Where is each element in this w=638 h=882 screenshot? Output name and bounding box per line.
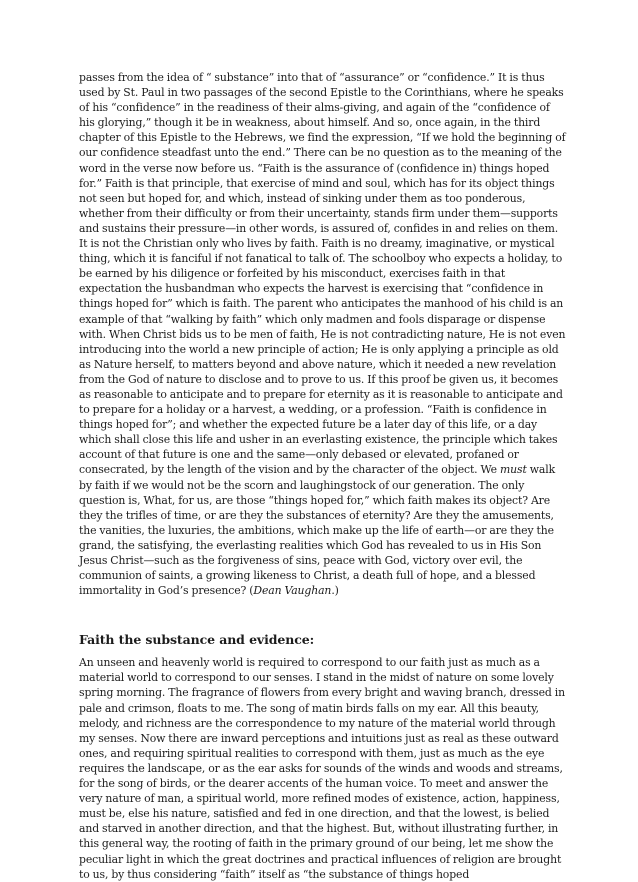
paragraph-substance-evidence: An unseen and heavenly world is required to correspond to our faith just as much as a material world to correspond to our senses. I stand in the midst of nature on some lovely spring morning. The fragrance of flowers from every bright and waving branch, dressed in pale and crimson, floats to me. The song of matin birds falls on my ear. All this beauty, melody, and richness are the correspondence to my nature of the material world through my senses. Now there are inward perceptions and intuitions just as real as these outward ones, and requiring spiritual realities to correspond with them, just as much as the eye requires the landscape, or as the ear asks for sounds of the winds and woods and streams, for the song of birds, or the dearer accents of the human voice. To meet and answer the very nature of man, a spiritual world, more refined modes of existence, action, happiness, must be, else his nature, satisfied and fed in one direction, and that the lowest, is belied and starved in another direction, and that the highest. But, without illustrating further, in this general way, the rooting of faith in the primary ground of our being, let me show the peculiar light in which the great doctrines and practical influences of religion are brought to us, by thus considering “faith” itself as “the substance of things hoped [79, 656, 565, 881]
citation-close: .) [331, 584, 339, 598]
paragraph-faith-assurance [79, 70, 567, 598]
document-page [79, 70, 567, 882]
paragraph-text-continued: walk by faith if we would not be the scorn and laughingstock of our generation. The only question is, What, for us, are those “things hoped for,” which faith makes its object? Are they the trifles of time, or are they the substances of eternity? Are they the amusements, the vanities, the luxuries, the ambitions, which make up the life of earth—or are they the grand, the satisfying, the everlasting realities which God has revealed to us in His Son Jesus Christ—such as the forgiveness of sins, peace with God, victory over evil, the communion of saints, a growing likeness to Christ, a death full of hope, and a blessed immortality in God’s presence? ( [79, 463, 556, 598]
section-heading: Faith the substance and evidence: [79, 632, 315, 648]
paragraph-text: passes from the idea of “ substance” into that of “assurance” or “confidence.” It is thus used by St. Paul in two passages of the second Epistle to the Corinthians, where he speaks of his “confidence” in the readiness of their alms-giving, and again of the “confidence of his glorying,” though it be in weakness, about himself. And so, once again, in the third chapter of this Epistle to the Hebrews, we find the expression, “If we hold the beginning of our confidence steadfast unto the end.” There can be no question as to the meaning of the word in the verse now before us. “Faith is the assurance of (confidence in) things hoped for.” Faith is that principle, that exercise of mind and soul, which has for its object things not seen but hoped for, and which, instead of sinking under them as too ponderous, whether from their difficulty or from their uncertainty, stands firm under them—supports and sustains their pressure—in other words, is assured of, confides in and relies on them. It is not the Christian only who lives by faith. Faith is no dreamy, imaginative, or mystical thing, which it is fanciful if not fanatical to talk of. The schoolboy who expects a holiday, to be earned by his diligence or forfeited by his misconduct, exercises faith in that expectation the husbandman who expects the harvest is exercising that “confidence in things hoped for” which is faith. The parent who anticipates the manhood of his child is an example of that “walking by faith” which only madmen and fools disparage or dispense with. When Christ bids us to be men of faith, He is not contradicting nature, He is not even introducing into the world a new principle of action; He is only applying a principle as old as Nature herself, to matters beyond and above nature, which it needed a new revelation from the God of nature to disclose and to prove to us. If this proof be given us, it becomes as reasonable to anticipate and to prepare for eternity as it is reasonable to anticipate and to prepare for a holiday or a harvest, a wedding, or a profession. “Faith is confidence in things hoped for”; and whether the expected future be a later day of this life, or a day which shall close this life and usher in an everlasting existence, the principle which takes account of that future is one and the same—only debased or elevated, profaned or consecrated, by the length of the vision and by the character of the object. We [79, 71, 566, 477]
author-citation: Dean Vaughan [253, 584, 332, 598]
emphasis-text: must [500, 463, 527, 477]
